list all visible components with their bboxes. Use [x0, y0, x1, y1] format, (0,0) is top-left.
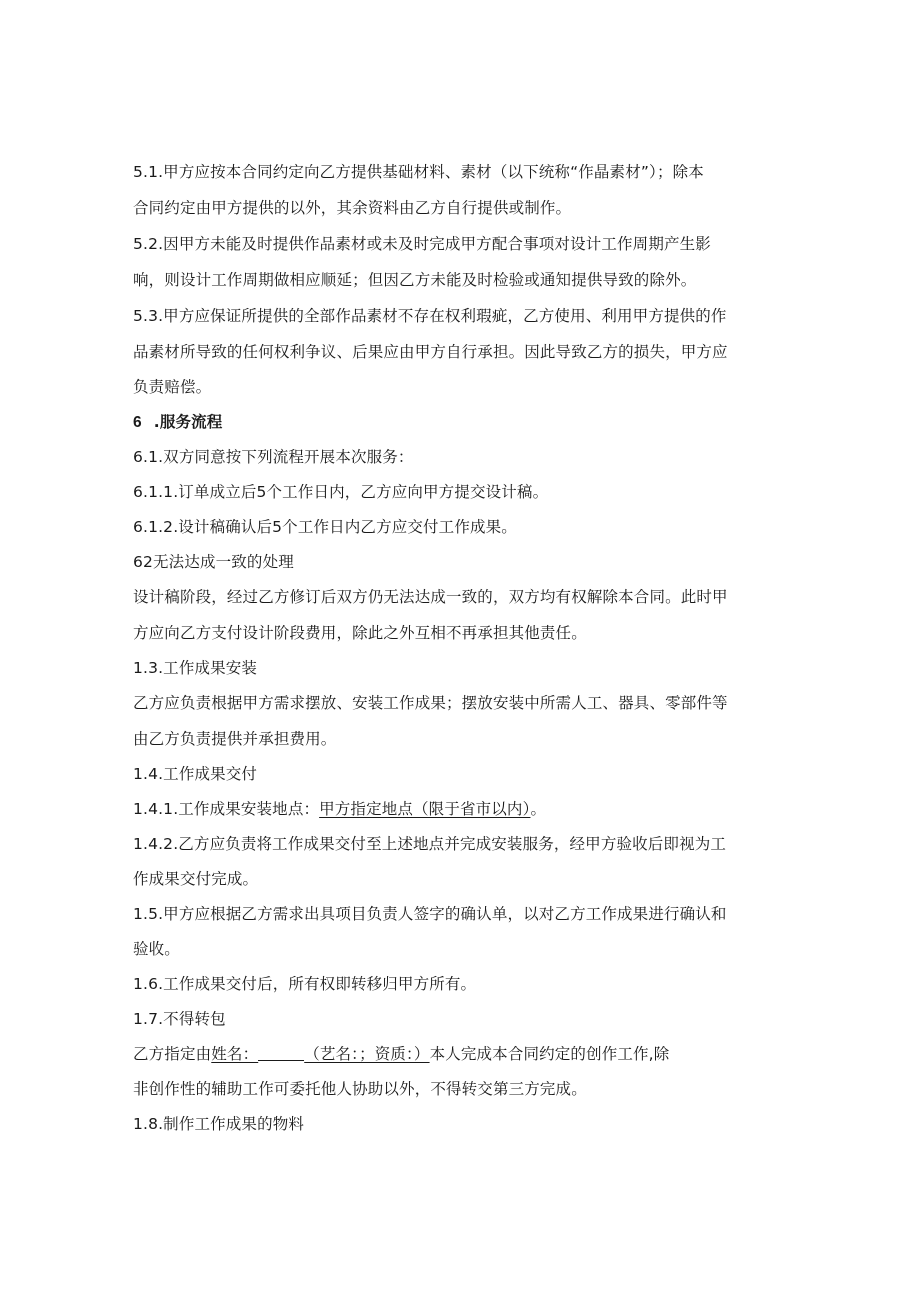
- clause-6-1-1: 6.1.1.订单成立后5个工作日内，乙方应向甲方提交设计稿。: [133, 483, 549, 501]
- clause-5-3-line-3: 负责赔偿。: [133, 378, 212, 396]
- location-suffix: 。: [530, 800, 547, 818]
- clause-1-3-heading: 1.3.工作成果安装: [133, 659, 258, 677]
- clause-5-3-line-2: 品素材所导致的任何权利争议、后果应由甲方自行承担。因此导致乙方的损失，甲方应: [133, 343, 728, 361]
- location-value: 甲方指定地点（限于省市以内）: [319, 800, 531, 818]
- clause-1-4-2-line-2: 作成果交付完成。: [133, 870, 259, 888]
- clause-5-1-line-1: 5.1.甲方应按本合同约定向乙方提供基础材料、素材（以下统称“作晶素材”）；除本: [133, 163, 704, 181]
- clause-1-7-heading: 1.7.不得转包: [133, 1010, 226, 1028]
- clause-6-1-2: 6.1.2.设计稿确认后5个工作日内乙方应交付工作成果。: [133, 518, 517, 536]
- clause-1-7-designation: [133, 1044, 793, 1064]
- clause-1-7-line-2: 非创作性的辅助工作可委托他人协助以外，不得转交第三方完成。: [133, 1080, 587, 1098]
- clause-1-8-heading: 1.8.制作工作成果的物料: [133, 1115, 305, 1133]
- clause-6-2-line-1: 设计稿阶段，经过乙方修订后双方仍无法达成一致的，双方均有权解除本合同。此时甲: [133, 588, 728, 606]
- clause-5-1-line-2: 合同约定由甲方提供的以外，其余资料由乙方自行提供或制作。: [133, 199, 572, 217]
- section-6-title: .服务流程: [153, 413, 223, 431]
- name-blank-field: [258, 1046, 304, 1061]
- clause-1-5-line-2: 验收。: [133, 940, 180, 958]
- clause-5-3-line-1: 5.3.甲方应保证所提供的全部作品素材不存在权利瑕疵，乙方使用、利用甲方提供的作: [133, 307, 727, 325]
- clause-1-4-1: [133, 799, 793, 819]
- clause-5-2-line-2: 响，则设计工作周期做相应顺延；但因乙方未能及时检验或通知提供导致的除外。: [133, 271, 697, 289]
- clause-6-2-heading: 62无法达成一致的处理: [133, 553, 294, 571]
- designation-prefix: 乙方指定由: [133, 1045, 212, 1063]
- clause-1-4-2-line-1: 1.4.2.乙方应负责将工作成果交付至上述地点并完成安装服务，经甲方验收后即视为工: [133, 835, 727, 853]
- location-prefix: 1.4.1.工作成果安装地点：: [133, 800, 320, 818]
- clause-1-3-line-1: 乙方应负责根据甲方需求摆放、安装工作成果；摆放安装中所需人工、器具、零部件等: [133, 694, 728, 712]
- designation-name-label: 姓名：: [211, 1045, 259, 1063]
- clause-5-2-line-1: 5.2.因甲方未能及时提供作品素材或未及时完成甲方配合事项对设计工作周期产生影: [133, 235, 711, 253]
- clause-6-1: 6.1.双方同意按下列流程开展本次服务：: [133, 448, 414, 466]
- designation-alias-label: （艺名：；资质：）: [304, 1045, 430, 1063]
- clause-1-4-heading: 1.4.工作成果交付: [133, 765, 258, 783]
- section-6-heading: [133, 412, 793, 433]
- clause-1-6: 1.6.工作成果交付后，所有权即转移归甲方所有。: [133, 975, 477, 993]
- designation-suffix: 本人完成本合同约定的创作工作,除: [429, 1045, 670, 1063]
- clause-1-3-line-2: 由乙方负责提供并承担费用。: [133, 730, 337, 748]
- clause-6-2-line-2: 方应向乙方支付设计阶段费用，除此之外互相不再承担其他责任。: [133, 624, 587, 642]
- section-6-number: 6: [133, 414, 142, 431]
- clause-1-5-line-1: 1.5.甲方应根据乙方需求出具项目负责人签字的确认单，以对乙方工作成果进行确认和: [133, 905, 727, 923]
